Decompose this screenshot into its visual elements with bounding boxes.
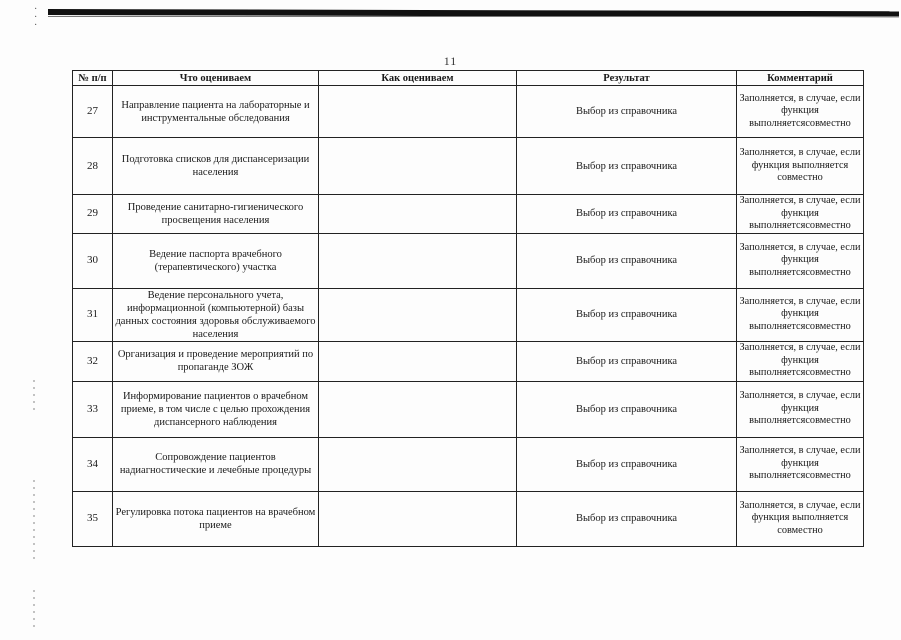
row-result: Выбор из справочника bbox=[517, 437, 737, 491]
row-what: Направление пациента на лабораторные и инструментальные обследования bbox=[113, 86, 319, 138]
row-number: 31 bbox=[73, 288, 113, 341]
row-what: Организация и проведение мероприятий по пропаганде ЗОЖ bbox=[113, 341, 319, 381]
page-number: 11 bbox=[443, 54, 458, 68]
column-header-comment: Комментарий bbox=[737, 71, 864, 86]
row-comment: Заполняется, в случае, если функция выполняется совместно bbox=[737, 491, 864, 546]
row-result: Выбор из справочника bbox=[517, 138, 737, 195]
margin-scan-artifact bbox=[33, 480, 35, 560]
row-number: 28 bbox=[73, 138, 113, 195]
table-row bbox=[73, 195, 864, 234]
table-row bbox=[73, 86, 864, 138]
scan-artifact-mark: · · · bbox=[34, 4, 38, 31]
row-how bbox=[319, 381, 517, 437]
row-result: Выбор из справочника bbox=[517, 381, 737, 437]
row-result: Выбор из справочника bbox=[517, 491, 737, 546]
row-result: Выбор из справочника bbox=[517, 195, 737, 234]
table-row bbox=[73, 138, 864, 195]
row-number: 32 bbox=[73, 341, 113, 381]
row-number: 34 bbox=[73, 437, 113, 491]
table-row bbox=[73, 233, 864, 288]
row-how bbox=[319, 195, 517, 234]
margin-scan-artifact bbox=[33, 590, 35, 630]
row-how bbox=[319, 437, 517, 491]
row-how bbox=[319, 138, 517, 195]
row-comment: Заполняется, в случае, если функция выполняетсясовместно bbox=[737, 341, 864, 381]
row-number: 33 bbox=[73, 381, 113, 437]
row-number: 30 bbox=[73, 233, 113, 288]
row-number: 35 bbox=[73, 491, 113, 546]
table-header-row bbox=[73, 71, 864, 86]
row-result: Выбор из справочника bbox=[517, 288, 737, 341]
row-number: 29 bbox=[73, 195, 113, 234]
row-comment: Заполняется, в случае, если функция выполняетсясовместно bbox=[737, 195, 864, 234]
evaluation-table bbox=[72, 70, 864, 547]
row-comment: Заполняется, в случае, если функция выполняетсясовместно bbox=[737, 86, 864, 138]
row-result: Выбор из справочника bbox=[517, 86, 737, 138]
row-what: Информирование пациентов о врачебном приеме, в том числе с целью прохождения диспансерного наблюдения bbox=[113, 381, 319, 437]
top-border-underline bbox=[48, 16, 899, 17]
row-comment: Заполняется, в случае, если функция выполняетсясовместно bbox=[737, 288, 864, 341]
column-header-what: Что оцениваем bbox=[113, 71, 319, 86]
row-result: Выбор из справочника bbox=[517, 233, 737, 288]
margin-scan-artifact bbox=[33, 380, 35, 410]
row-comment: Заполняется, в случае, если функция выполняетсясовместно bbox=[737, 437, 864, 491]
row-what: Ведение паспорта врачебного (терапевтического) участка bbox=[113, 233, 319, 288]
row-number: 27 bbox=[73, 86, 113, 138]
row-comment: Заполняется, в случае, если функция выполняется совместно bbox=[737, 138, 864, 195]
row-what: Подготовка списков для диспансеризации населения bbox=[113, 138, 319, 195]
row-what: Регулировка потока пациентов на врачебном приеме bbox=[113, 491, 319, 546]
table-row bbox=[73, 437, 864, 491]
row-comment: Заполняется, в случае, если функция выполняетсясовместно bbox=[737, 381, 864, 437]
table-row bbox=[73, 491, 864, 546]
column-header-number: № п/п bbox=[73, 71, 113, 86]
column-header-how: Как оцениваем bbox=[319, 71, 517, 86]
row-how bbox=[319, 86, 517, 138]
row-how bbox=[319, 288, 517, 341]
row-comment: Заполняется, в случае, если функция выполняетсясовместно bbox=[737, 233, 864, 288]
column-header-result: Результат bbox=[517, 71, 737, 86]
row-what: Сопровождение пациентов надиагностические и лечебные процедуры bbox=[113, 437, 319, 491]
row-how bbox=[319, 233, 517, 288]
row-result: Выбор из справочника bbox=[517, 341, 737, 381]
row-what: Проведение санитарно-гигиенического просвещения населения bbox=[113, 195, 319, 234]
table-row bbox=[73, 288, 864, 341]
row-how bbox=[319, 491, 517, 546]
table-row bbox=[73, 381, 864, 437]
row-what: Ведение персонального учета, информационной (компьютерной) базы данных состояния здоровья обслуживаемого населения bbox=[113, 288, 319, 341]
row-how bbox=[319, 341, 517, 381]
table-row bbox=[73, 341, 864, 381]
